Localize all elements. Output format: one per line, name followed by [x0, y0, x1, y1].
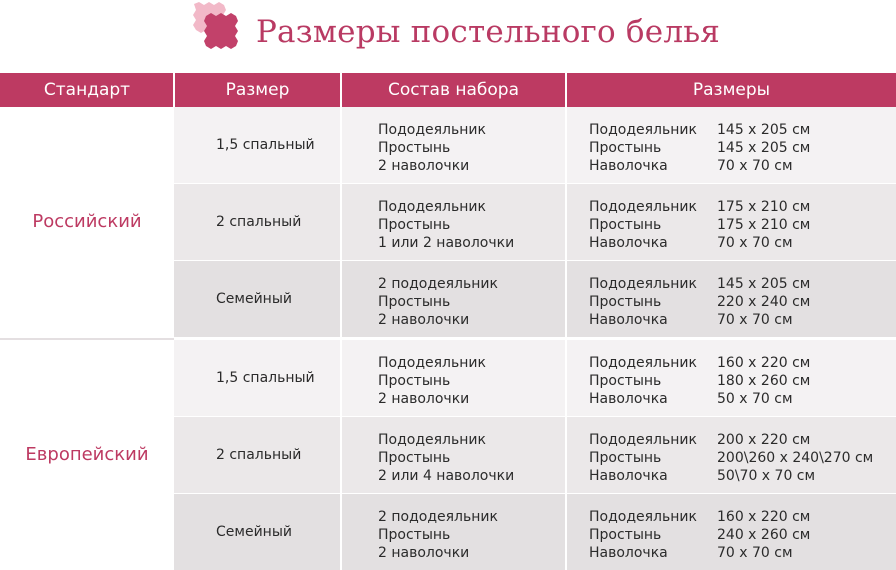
contents-item: Простынь	[378, 450, 451, 466]
dimension-item-name: Пододеяльник	[589, 276, 697, 292]
dimension-item-name: Наволочка	[589, 158, 668, 174]
dimensions-cell	[567, 261, 896, 337]
size-cell	[174, 184, 340, 260]
header-standard: Стандарт	[43, 80, 131, 100]
dimension-item-name: Пододеяльник	[589, 509, 697, 525]
group-column	[0, 340, 174, 570]
header-contents: Состав набора	[388, 80, 519, 100]
contents-item: Простынь	[378, 527, 451, 543]
dimension-values	[717, 431, 873, 485]
dimension-values	[717, 508, 810, 562]
page-header	[0, 0, 896, 72]
dimension-value: 50 х 70 см	[717, 391, 793, 407]
contents-cell	[342, 107, 565, 183]
dimension-item-name: Наволочка	[589, 235, 668, 251]
table-row	[174, 494, 896, 570]
contents-item: Простынь	[378, 294, 451, 310]
dimension-value: 70 х 70 см	[717, 235, 793, 251]
dimensions-cell	[567, 184, 896, 260]
dimension-item-name: Пододеяльник	[589, 355, 697, 371]
dimension-item-name: Простынь	[589, 373, 662, 389]
dimension-names	[589, 275, 697, 329]
fabric-swatch-icon	[190, 0, 248, 58]
size-cell	[174, 107, 340, 183]
dimension-item-name: Наволочка	[589, 468, 668, 484]
size-label: Семейный	[216, 291, 292, 307]
contents-item: 2 наволочки	[378, 312, 470, 328]
header-size: Размер	[225, 80, 290, 100]
size-label: 2 спальный	[216, 447, 302, 463]
dimension-item-name: Простынь	[589, 527, 662, 543]
dimension-value: 220 х 240 см	[717, 294, 811, 310]
contents-item: Пододеяльник	[378, 432, 486, 448]
dimension-value: 200 х 220 см	[717, 432, 811, 448]
dimensions-cell	[567, 417, 896, 493]
dimension-value: 160 х 220 см	[717, 355, 811, 371]
contents-item: 2 или 4 наволочки	[378, 468, 515, 484]
size-cell	[174, 494, 340, 570]
dimension-value: 145 х 205 см	[717, 122, 811, 138]
dimension-item-name: Наволочка	[589, 391, 668, 407]
dimension-item-name: Простынь	[589, 140, 662, 156]
contents-cell	[342, 340, 565, 416]
dimension-value: 240 х 260 см	[717, 527, 811, 543]
dimension-values	[717, 275, 810, 329]
dimension-names	[589, 198, 697, 252]
dimension-values	[717, 121, 810, 175]
contents-item: 2 пододеяльник	[378, 509, 498, 525]
dimension-item-name: Простынь	[589, 217, 662, 233]
contents-item: Пододеяльник	[378, 355, 486, 371]
dimension-value: 175 х 210 см	[717, 217, 811, 233]
contents-cell	[342, 184, 565, 260]
dimension-item-name: Наволочка	[589, 312, 668, 328]
contents-cell	[342, 417, 565, 493]
contents-item: 2 наволочки	[378, 158, 470, 174]
dimension-value: 70 х 70 см	[717, 312, 793, 328]
dimension-value: 70 х 70 см	[717, 545, 793, 561]
table-header	[0, 73, 896, 107]
front-swatch	[204, 13, 238, 49]
dimensions-cell	[567, 107, 896, 183]
contents-item: 2 наволочки	[378, 391, 470, 407]
table-row	[174, 261, 896, 337]
standard-label: Европейский	[25, 443, 149, 465]
dimensions-cell	[567, 494, 896, 570]
dimension-names	[589, 354, 697, 408]
contents-item: Пододеяльник	[378, 122, 486, 138]
dimension-item-name: Наволочка	[589, 545, 668, 561]
size-cell	[174, 261, 340, 337]
dimension-value: 180 х 260 см	[717, 373, 811, 389]
size-cell	[174, 340, 340, 416]
table-row	[174, 184, 896, 260]
dimension-names	[589, 508, 697, 562]
dimension-value: 145 х 205 см	[717, 276, 811, 292]
table-row	[174, 417, 896, 493]
dimensions-cell	[567, 340, 896, 416]
dimension-names	[589, 121, 697, 175]
contents-cell	[342, 261, 565, 337]
standard-label: Российский	[32, 210, 142, 232]
dimension-item-name: Пододеяльник	[589, 199, 697, 215]
contents-item: 1 или 2 наволочки	[378, 235, 515, 251]
dimension-value: 145 х 205 см	[717, 140, 811, 156]
dimension-value: 200\260 х 240\270 см	[717, 450, 874, 466]
dimension-values	[717, 198, 810, 252]
size-label: 1,5 спальный	[216, 137, 315, 153]
dimension-names	[589, 431, 697, 485]
contents-item: Пододеяльник	[378, 199, 486, 215]
contents-item: Простынь	[378, 217, 451, 233]
dimension-value: 175 х 210 см	[717, 199, 811, 215]
dimension-item-name: Пододеяльник	[589, 122, 697, 138]
dimension-value: 160 х 220 см	[717, 509, 811, 525]
size-label: Семейный	[216, 524, 292, 540]
page-title: Размеры постельного белья	[256, 14, 721, 50]
table-row	[174, 340, 896, 416]
contents-cell	[342, 494, 565, 570]
size-label: 2 спальный	[216, 214, 302, 230]
dimension-item-name: Пододеяльник	[589, 432, 697, 448]
dimension-value: 50\70 х 70 см	[717, 468, 816, 484]
dimension-value: 70 х 70 см	[717, 158, 793, 174]
dimension-values	[717, 354, 810, 408]
group-column	[0, 107, 174, 338]
table-row	[174, 107, 896, 183]
dimension-item-name: Простынь	[589, 294, 662, 310]
contents-item: Простынь	[378, 140, 451, 156]
contents-item: 2 наволочки	[378, 545, 470, 561]
header-dimensions: Размеры	[692, 80, 771, 100]
dimension-item-name: Простынь	[589, 450, 662, 466]
size-cell	[174, 417, 340, 493]
contents-item: Простынь	[378, 373, 451, 389]
size-label: 1,5 спальный	[216, 370, 315, 386]
contents-item: 2 пододеяльник	[378, 276, 498, 292]
